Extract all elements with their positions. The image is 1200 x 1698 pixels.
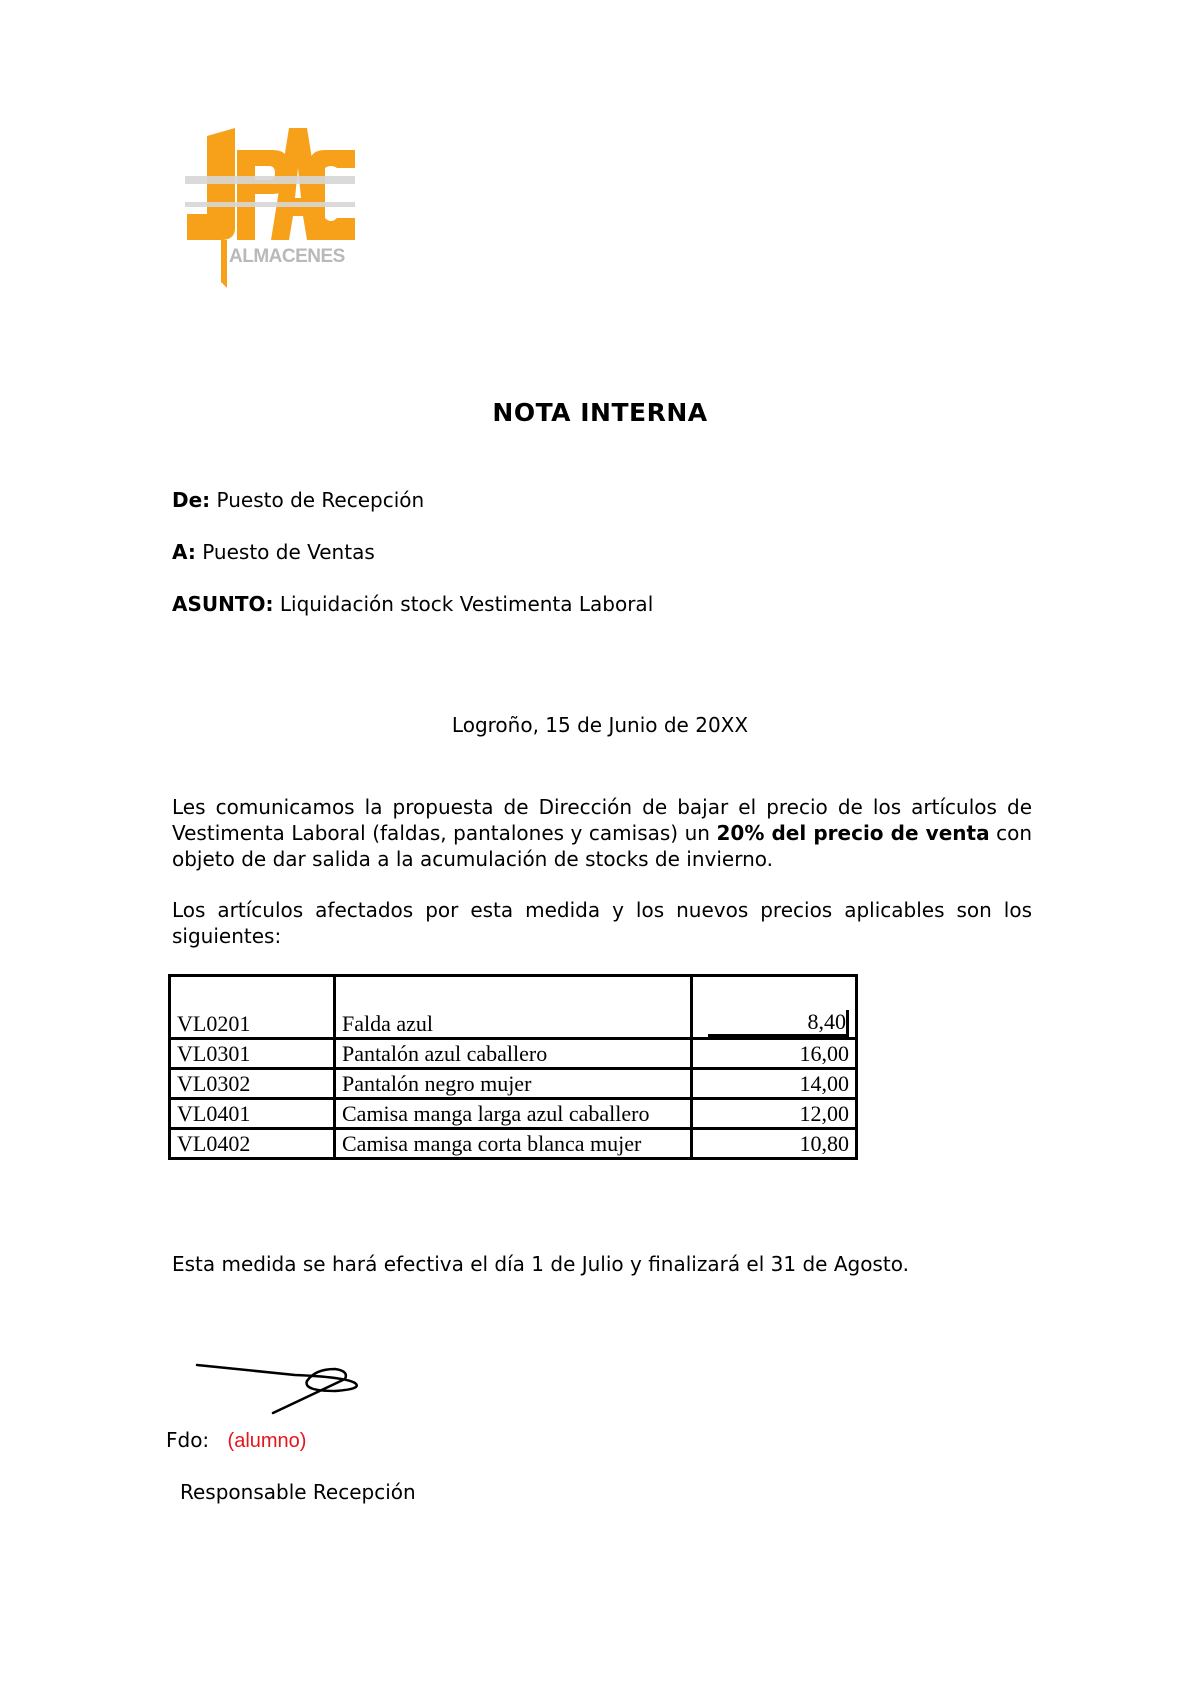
item-price-cell [692,1039,857,1069]
item-price: 10,80 [799,1131,849,1156]
svg-text:ALMACENES: ALMACENES [229,246,345,267]
table-row [170,976,857,1039]
signature-line [166,1428,306,1453]
to-label: A: [172,540,196,564]
table-row [170,1129,857,1159]
item-code: VL0201 [170,976,335,1039]
intro-paragraph [172,794,1032,872]
item-price-cell [692,1069,857,1099]
item-description: Falda azul [335,976,692,1039]
item-price: 8,40 [708,1010,850,1037]
from-line [172,488,424,512]
item-description: Pantalón azul caballero [335,1039,692,1069]
item-code: VL0302 [170,1069,335,1099]
document-date: Logroño, 15 de Junio de 20XX [451,713,749,737]
table-row [170,1039,857,1069]
intro-text-before: Les comunicamos la propuesta de Dirección de bajar el precio de los artículos de Vestimenta Laboral (faldas, pantalones y camisas) un [172,795,1032,845]
price-table [168,974,858,1160]
subject-line [172,592,653,616]
signer-role: Responsable Recepción [180,1480,416,1504]
item-code: VL0301 [170,1039,335,1069]
company-logo [185,128,355,288]
item-description: Camisa manga corta blanca mujer [335,1129,692,1159]
table-row [170,1099,857,1129]
item-description: Camisa manga larga azul caballero [335,1099,692,1129]
signer-name: (alumno) [227,1430,307,1452]
intro-text-after: con objeto de dar salida a la acumulación de stocks de invierno. [172,821,1033,871]
item-price: 14,00 [799,1071,849,1096]
item-code: VL0402 [170,1129,335,1159]
item-description: Pantalón negro mujer [335,1069,692,1099]
to-line [172,540,375,564]
item-price: 16,00 [799,1041,849,1066]
item-price-cell [692,976,857,1039]
item-price: 12,00 [799,1101,849,1126]
from-label: De: [172,488,211,512]
intro-text-bold: 20% del precio de venta [716,821,990,845]
item-code: VL0401 [170,1099,335,1129]
table-row [170,1069,857,1099]
subject-value: Liquidación stock Vestimenta Laboral [279,592,654,616]
subject-label: ASUNTO: [172,592,274,616]
closing-paragraph: Esta medida se hará efectiva el día 1 de Julio y finalizará el 31 de Agosto. [172,1252,909,1276]
from-value: Puesto de Recepción [216,488,425,512]
handwritten-signature [195,1355,375,1415]
item-price-cell [692,1099,857,1129]
document-title: NOTA INTERNA [492,398,708,427]
fdo-label: Fdo: [166,1428,210,1452]
to-value: Puesto de Ventas [202,540,375,564]
item-price-cell [692,1129,857,1159]
items-intro-paragraph: Los artículos afectados por esta medida y los nuevos precios aplicables son los siguientes: [172,898,1032,948]
